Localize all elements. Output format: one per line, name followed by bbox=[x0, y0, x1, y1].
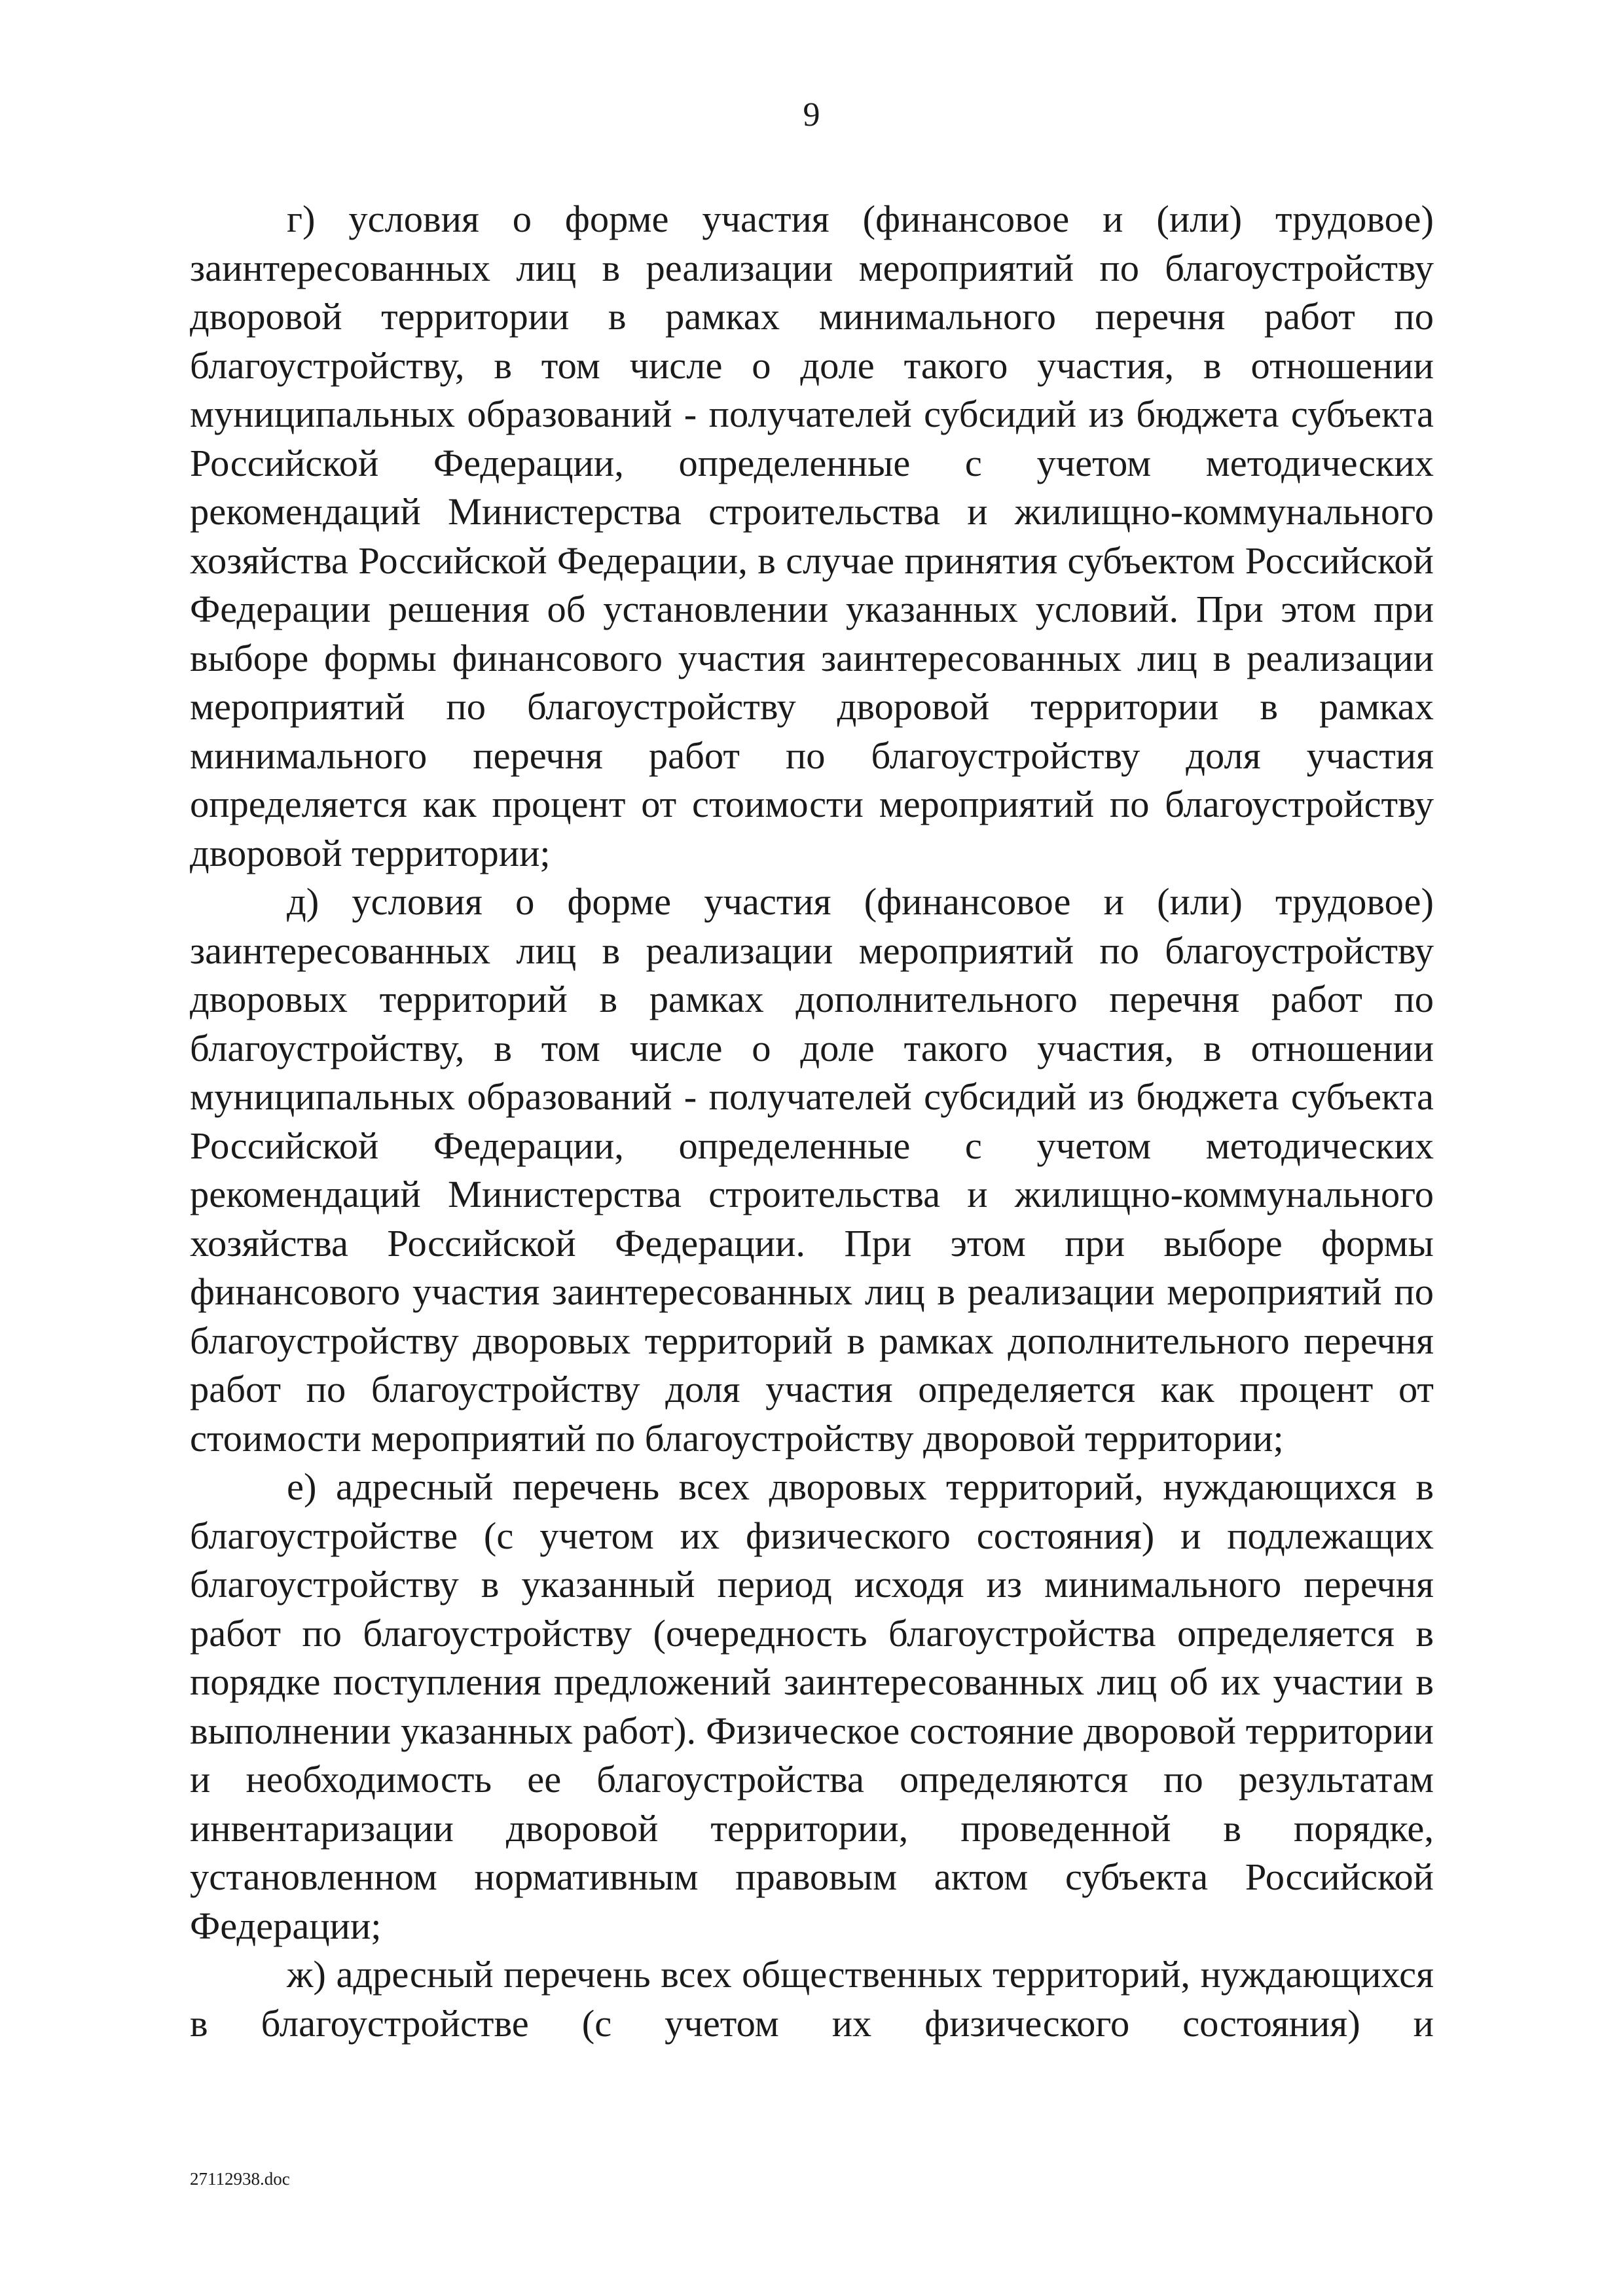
paragraph-zh: ж) адресный перечень всех общественных территорий, нуждающихся в благоустройстве (с учетом их физического состояния) и bbox=[190, 1953, 1434, 2045]
paragraph-e: е) адресный перечень всех дворовых территорий, нуждающихся в благоустройстве (с учетом их физического состояния) и подлежащих благоустройству в указанный период исходя из минимального перечня работ по благоустройству (очередность благоустройства определяется в порядке поступления предложений заинтересованных лиц об их участии в выполнении указанных работ). Физическое состояние дворовой территории и необходимость ее благоустройства определяются по результатам инвентаризации дворовой территории, проведенной в порядке, установленном нормативным правовым актом субъекта Российской Федерации; bbox=[190, 1465, 1434, 1947]
paragraph-d: д) условия о форме участия (финансовое и (или) трудовое) заинтересованных лиц в реализации мероприятий по благоустройству дворовых территорий в рамках дополнительного перечня работ по благоустройству, в том числе о доле такого участия, в отношении муниципальных образований - получателей субсидий из бюджета субъекта Российской Федерации, определенные с учетом методических рекомендаций Министерства строительства и жилищно-коммунального хозяйства Российской Федерации. При этом при выборе формы финансового участия заинтересованных лиц в реализации мероприятий по благоустройству дворовых территорий в рамках дополнительного перечня работ по благоустройству доля участия определяется как процент от стоимости мероприятий по благоустройству дворовой территории; bbox=[190, 880, 1434, 1460]
file-name-footer: 27112938.doc bbox=[190, 2169, 290, 2189]
paragraph-g: г) условия о форме участия (финансовое и (или) трудовое) заинтересованных лиц в реализации мероприятий по благоустройству дворовой территории в рамках минимального перечня работ по благоустройству, в том числе о доле такого участия, в отношении муниципальных образований - получателей субсидий из бюджета субъекта Российской Федерации, определенные с учетом методических рекомендаций Министерства строительства и жилищно-коммунального хозяйства Российской Федерации, в случае принятия субъектом Российской Федерации решения об установлении указанных условий. При этом при выборе формы финансового участия заинтересованных лиц в реализации мероприятий по благоустройству дворовой территории в рамках минимального перечня работ по благоустройству доля участия определяется как процент от стоимости мероприятий по благоустройству дворовой территории; bbox=[190, 198, 1434, 874]
document-body bbox=[190, 195, 1434, 2048]
page-number: 9 bbox=[803, 96, 820, 134]
